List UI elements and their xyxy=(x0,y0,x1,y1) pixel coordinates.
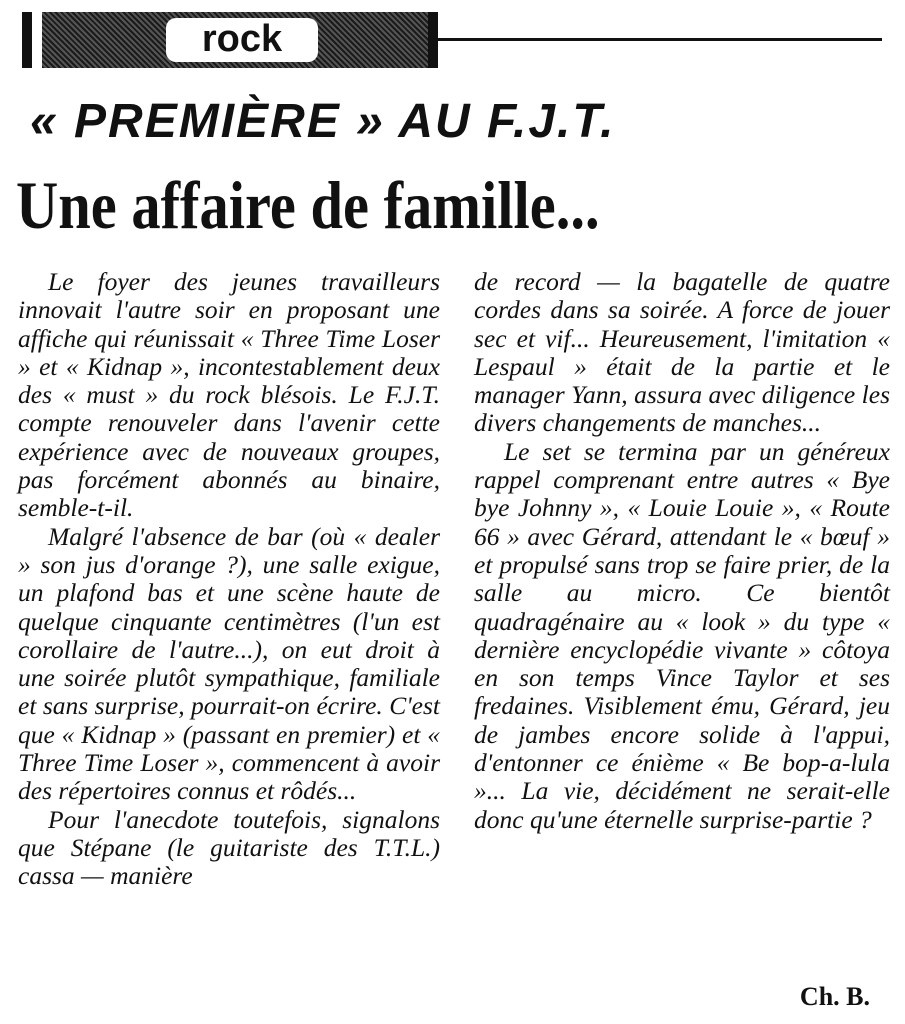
paragraph: Pour l'anecdote toutefois, signalons que Stépane (le guitariste des T.T.L.) cassa — manière xyxy=(18,804,440,891)
rubric-label-box xyxy=(166,18,318,62)
paragraph: Le foyer des jeunes travailleurs innovait l'autre soir en proposant une affiche qui réunissait « Three Time Loser » et « Kidnap », incontestablement deux des « must » du rock blésois. Le F.J.T. compte renouveler dans l'avenir cette expérience avec de nouveaux groupes, pas forcément abonnés au binaire, semble-t-il. xyxy=(18,267,440,523)
article-column-left xyxy=(18,268,440,891)
article-column-right xyxy=(474,268,890,834)
article-byline: Ch. B. xyxy=(799,982,870,1011)
rubric-left-bar xyxy=(22,12,32,68)
rubric-hatched-box xyxy=(42,12,428,68)
article-headline: Une affaire de famille... xyxy=(16,167,600,243)
paragraph: de record — la bagatelle de quatre cordes dans sa soirée. A force de jouer sec et vif... Heureusement, l'imitation « Lespaul » était de la partie et le manager Yann, assura avec diligence les divers changements de manches... xyxy=(474,267,890,438)
rubric-right-bar xyxy=(428,12,438,68)
paragraph: Le set se termina par un généreux rappel comprenant entre autres « Bye bye Johnny », « Louie Louie », « Route 66 » avec Gérard, attendant le « bœuf » et propulsé sans trop se faire prier, de la salle au micro. Ce bientôt quadragénaire au « look » du type « dernière encyclopédie vivante » côtoya en son temps Vince Taylor et ses fredaines. Visiblement ému, Gérard, jeu de jambes encore solide à l'appui, d'entonner ce énième « Be bop-a-lula »... La vie, décidément ne serait-elle donc qu'une éternelle surprise-partie ? xyxy=(474,436,890,834)
rubric-banner xyxy=(22,12,882,76)
rubric-label: rock xyxy=(201,18,283,60)
rubric-rule xyxy=(438,38,882,41)
paragraph: Malgré l'absence de bar (où « dealer » son jus d'orange ?), une salle exigue, un plafond bas et une scène haute de quelque cinquante centimètres (l'un est corollaire de l'autre...), on eut droit à une soirée plutôt sympathique, familiale et sans surprise, pourrait-on écrire. C'est que « Kidnap » (passant en premier) et « Three Time Loser », commencent à avoir des répertoires connus et rôdés... xyxy=(18,521,440,806)
article-kicker: « PREMIÈRE » AU F.J.T. xyxy=(30,95,616,148)
